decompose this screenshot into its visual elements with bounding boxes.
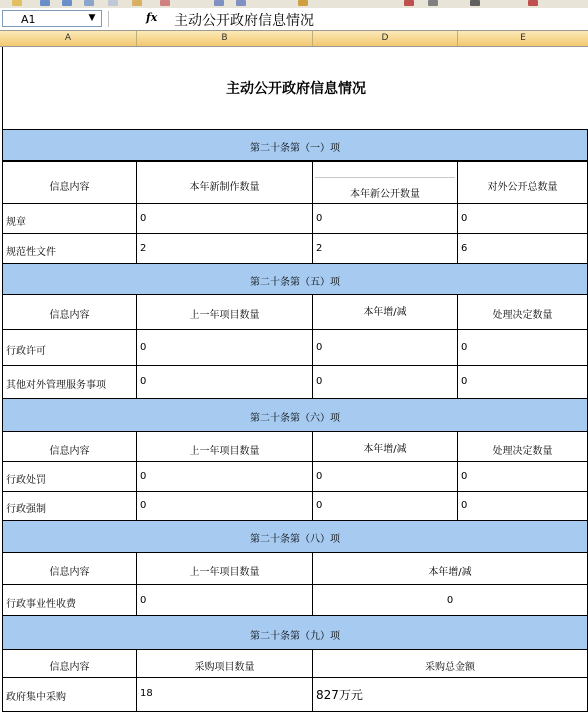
- table-cell[interactable]: [457, 329, 588, 366]
- cell-value: 0: [140, 595, 147, 606]
- table-cell[interactable]: [312, 461, 458, 492]
- sort-icon[interactable]: [470, 0, 480, 6]
- drawing-icon[interactable]: [404, 0, 414, 6]
- row-label: 规章: [6, 217, 26, 228]
- page-title: 主动公开政府信息情况: [226, 81, 366, 97]
- row-label: 政府集中采购: [6, 692, 66, 703]
- header-cell[interactable]: [312, 294, 458, 330]
- title-cell[interactable]: [2, 47, 588, 129]
- table-cell[interactable]: [312, 584, 588, 616]
- table-cell[interactable]: [2, 491, 137, 521]
- header-cell[interactable]: [312, 431, 458, 462]
- table-cell[interactable]: [136, 233, 313, 264]
- section-heading[interactable]: [2, 520, 588, 553]
- row-label: 其他对外管理服务事项: [6, 380, 106, 391]
- header-cell[interactable]: [457, 161, 588, 204]
- table-cell[interactable]: [136, 677, 313, 712]
- cell-value: 2: [140, 243, 147, 254]
- header-cell[interactable]: [136, 294, 313, 330]
- header-label: 上一年项目数量: [189, 310, 260, 321]
- table-cell[interactable]: [312, 203, 458, 234]
- header-cell[interactable]: [2, 552, 137, 585]
- column-header-e[interactable]: E: [520, 33, 526, 43]
- header-label: 本年增/减: [363, 444, 407, 455]
- header-label: 本年增/减: [428, 567, 472, 578]
- section-heading[interactable]: [2, 398, 588, 432]
- table-cell[interactable]: [136, 491, 313, 521]
- cell-value: 0: [316, 376, 323, 387]
- table-cell[interactable]: [2, 584, 137, 616]
- header-label: 本年增/减: [363, 307, 407, 318]
- cell-value: 0: [316, 471, 323, 482]
- column-header-a[interactable]: A: [0, 31, 137, 46]
- header-label: 信息内容: [49, 310, 90, 321]
- row-label: 行政强制: [6, 504, 46, 515]
- cell-value: 0: [461, 376, 468, 387]
- table-cell[interactable]: [2, 233, 137, 264]
- cell-value: 0: [446, 595, 454, 606]
- header-label: 处理决定数量: [492, 446, 553, 457]
- table-cell[interactable]: [136, 203, 313, 234]
- table-cell[interactable]: [136, 329, 313, 366]
- section-heading-label: 第二十条第（六）项: [250, 413, 340, 424]
- section-heading[interactable]: [2, 263, 588, 295]
- table-cell[interactable]: [136, 461, 313, 492]
- header-cell[interactable]: [136, 552, 313, 585]
- table-cell[interactable]: [2, 365, 137, 399]
- header-cell[interactable]: [457, 294, 588, 330]
- header-label: 处理决定数量: [492, 310, 553, 321]
- format-icon[interactable]: [160, 0, 170, 6]
- header-cell[interactable]: [312, 552, 588, 585]
- header-cell[interactable]: [2, 431, 137, 462]
- table-cell[interactable]: [312, 329, 458, 366]
- header-cell[interactable]: [2, 649, 137, 678]
- new-file-icon[interactable]: [12, 0, 22, 6]
- cell-value: 6: [461, 243, 468, 254]
- section-heading[interactable]: [2, 129, 588, 161]
- header-label: 信息内容: [49, 446, 90, 457]
- section-heading-label: 第二十条第（八）项: [250, 534, 340, 545]
- table-cell[interactable]: [457, 365, 588, 399]
- open-icon[interactable]: [40, 0, 50, 6]
- header-cell[interactable]: [2, 161, 137, 204]
- name-box[interactable]: [2, 10, 102, 27]
- header-label: 信息内容: [49, 662, 90, 673]
- function-icon[interactable]: fx: [146, 11, 158, 24]
- cell-value: 2: [316, 243, 323, 254]
- header-cell[interactable]: [136, 649, 313, 678]
- row-label: 行政处罚: [6, 475, 46, 486]
- cell-reference: A1: [21, 13, 36, 26]
- header-label: 对外公开总数量: [487, 182, 558, 193]
- section-heading-label: 第二十条第（五）项: [250, 277, 340, 288]
- header-cell[interactable]: [312, 649, 588, 678]
- cell-value: 0: [316, 500, 323, 511]
- copy-icon[interactable]: [108, 0, 118, 6]
- save-icon[interactable]: [62, 0, 72, 6]
- header-label: 本年新公开数量: [350, 189, 420, 200]
- table-cell[interactable]: [2, 329, 137, 366]
- redo-icon[interactable]: [236, 0, 246, 6]
- header-label: 采购项目数量: [194, 662, 255, 673]
- row-label: 行政事业性收费: [6, 599, 76, 610]
- header-label: 信息内容: [49, 182, 90, 193]
- column-header-b[interactable]: B: [137, 31, 313, 46]
- cell-value: 0: [461, 471, 468, 482]
- header-cell[interactable]: [2, 294, 137, 330]
- column-headers: [0, 31, 588, 47]
- chevron-down-icon[interactable]: ▼: [88, 13, 96, 23]
- cell-value: 827万元: [316, 688, 363, 702]
- table-cell[interactable]: [136, 365, 313, 399]
- column-header-d[interactable]: D: [313, 31, 458, 46]
- header-cell[interactable]: [136, 161, 313, 204]
- formula-bar: [0, 8, 588, 31]
- row-label: 行政许可: [6, 346, 46, 357]
- cell-value: 18: [140, 688, 153, 699]
- formula-input[interactable]: 主动公开政府信息情况: [174, 13, 314, 29]
- table-cell[interactable]: [457, 233, 588, 264]
- header-label: 采购总金额: [425, 662, 475, 673]
- table-cell[interactable]: [312, 677, 588, 712]
- chart-icon[interactable]: [298, 0, 308, 6]
- print-icon[interactable]: [84, 0, 94, 6]
- table-cell[interactable]: [136, 584, 313, 616]
- cell-value: 0: [140, 213, 147, 224]
- table-cell[interactable]: [457, 203, 588, 234]
- header-label: 信息内容: [49, 567, 90, 578]
- section-heading-label: 第二十条第（九）项: [250, 631, 340, 642]
- cell-value: 0: [140, 376, 147, 387]
- cell-value: 0: [140, 342, 147, 353]
- cell-divider: [315, 177, 455, 178]
- table-cell[interactable]: [2, 461, 137, 492]
- formula-bar-separator: [108, 11, 109, 27]
- cell-value: 0: [461, 342, 468, 353]
- header-cell[interactable]: [136, 431, 313, 462]
- table-cell[interactable]: [312, 491, 458, 521]
- table-cell[interactable]: [2, 677, 137, 712]
- table-cell[interactable]: [312, 233, 458, 264]
- table-cell[interactable]: [457, 461, 588, 492]
- row-label: 规范性文件: [6, 247, 56, 258]
- paste-icon[interactable]: [132, 0, 142, 6]
- table-cell[interactable]: [312, 365, 458, 399]
- undo-icon[interactable]: [214, 0, 224, 6]
- header-label: 本年新制作数量: [189, 182, 260, 193]
- cell-value: 0: [140, 471, 147, 482]
- cell-value: 0: [461, 213, 468, 224]
- header-label: 上一年项目数量: [189, 567, 260, 578]
- table-cell[interactable]: [2, 203, 137, 234]
- section-heading-label: 第二十条第（一）项: [250, 143, 340, 154]
- cell-value: 0: [461, 500, 468, 511]
- zoom-icon[interactable]: [428, 0, 438, 6]
- header-label: 上一年项目数量: [189, 446, 260, 457]
- header-cell[interactable]: [312, 161, 458, 204]
- cell-value: 0: [316, 213, 323, 224]
- section-heading[interactable]: [2, 615, 588, 650]
- table-cell[interactable]: [457, 491, 588, 521]
- help-icon[interactable]: [528, 0, 538, 6]
- header-cell[interactable]: [457, 431, 588, 462]
- cell-value: 0: [140, 500, 147, 511]
- cell-value: 0: [316, 342, 323, 353]
